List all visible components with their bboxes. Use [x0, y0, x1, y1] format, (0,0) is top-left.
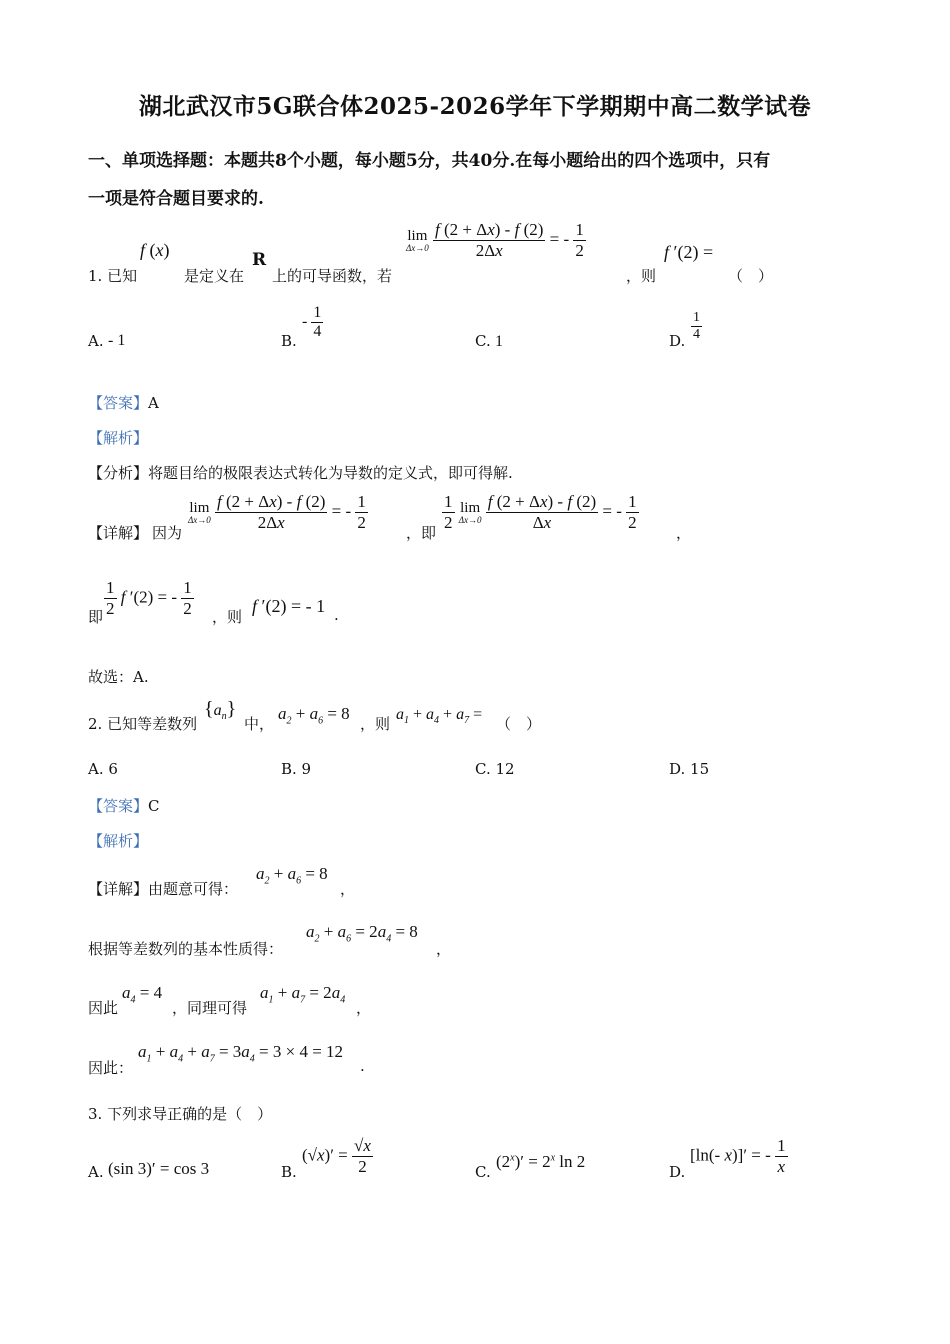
q3-option-c-expr: $(2^x)' = 2^x$ ln 2	[496, 1152, 586, 1171]
q1-fx: f (x)	[140, 240, 170, 260]
q1-detail-comma: ，	[676, 524, 692, 542]
q1-limit-expr: lim Δx→0 $\frac{f (2 + \Delta x) - f (2)}{2\Delta x}$ = - $\frac{1}{2}$	[406, 220, 584, 260]
q1-detail-ji: 即	[88, 608, 104, 626]
q2-detail-tag: 【详解】	[88, 880, 149, 898]
q3-stem: 3. 下列求导正确的是（ ）	[88, 1105, 273, 1123]
q1-detail-eq-half: $\frac{1}{2}$ f ′(2) = - $\frac{1}{2}$	[106, 578, 192, 618]
q1-answer-line	[88, 392, 159, 413]
section-heading-line1: 一、单项选择题：本题共8个小题，每小题5分，共40分.在每小题给出的四个选项中，只有	[88, 151, 771, 171]
q1-fenxi-text: 将题目给的极限表达式转化为导数的定义式，即可得解.	[148, 464, 513, 482]
q1-conclusion: 故选：A.	[88, 668, 149, 686]
q3-option-c-label[interactable]: C.	[475, 1163, 491, 1181]
q2-target: $a_1 + a_4 + a_7$ =	[396, 706, 483, 727]
q3-option-a-expr: (sin 3)′ = cos 3	[108, 1159, 210, 1178]
q2-stem-mid: 中，	[244, 715, 275, 733]
q2-detail-eq3: $a_1 + a_7 = 2a_4$	[260, 983, 346, 1006]
q1-fenxi-line	[88, 462, 513, 483]
q1-real-set: R	[252, 250, 267, 270]
q1-stem-prefix: 1. 已知	[88, 267, 138, 285]
q1-fprime2: f ′(2) =	[664, 242, 714, 262]
q2-detail-line1	[88, 878, 238, 899]
page-title: 湖北武汉市5G联合体2025-2026学年下学期期中高二数学试卷	[138, 93, 812, 120]
q2-detail-line4-a: 因此：	[88, 1059, 134, 1077]
q2-detail-eq1: $a_2 + a_6 = 8$	[256, 864, 328, 887]
q3-option-d-expr: [ln(- x)]′ = - $\frac{1}{x}$	[690, 1136, 786, 1176]
q1-detail-because: 因为	[152, 524, 183, 542]
q2-stem-prefix: 2. 已知等差数列	[88, 715, 198, 733]
q2-detail-line2: 根据等差数列的基本性质得：	[88, 940, 284, 958]
q2-answer-line	[88, 795, 160, 816]
section-heading-line2: 一项是符合题目要求的.	[88, 189, 264, 209]
q1-stem-mid2: 上的可导函数，若	[272, 267, 393, 285]
q2-option-b[interactable]: B. 9	[281, 760, 312, 778]
q2-detail-line3-a: 因此	[88, 999, 119, 1017]
q2-detail-line3-c: ，	[356, 999, 372, 1017]
q2-given: $a_2 + a_6 = 8$	[278, 704, 350, 727]
q1-detail-result: f ′(2) = - 1	[252, 596, 326, 616]
q1-option-a-value: - 1	[108, 332, 126, 349]
q1-stem-then: ，则	[626, 267, 657, 285]
q1-detail-limit-2: $\frac{1}{2}$ lim Δx→0 $\frac{f (2 + \Delta x) - f (2)}{\Delta x}$ = - $\frac{1}{2}$	[444, 492, 637, 532]
q1-detail-then: ，则	[212, 608, 243, 626]
q1-detail-ie: ，即	[406, 524, 437, 542]
q2-detail-comma: ，	[340, 880, 356, 898]
q3-option-b-label[interactable]: B.	[281, 1163, 297, 1181]
q1-option-b-value: - $\frac{1}{4}$	[302, 304, 322, 340]
q1-detail-period: .	[334, 606, 339, 624]
q2-detail-eq2: $a_2 + a_6 = 2a_4 = 8$	[306, 922, 418, 945]
q1-option-c-label[interactable]: C.	[475, 332, 491, 350]
q2-detail-line3-b: ，同理可得	[172, 999, 248, 1017]
q1-option-a-label[interactable]: A.	[88, 332, 104, 350]
q1-fenxi-tag: 【分析】	[88, 464, 149, 482]
q1-answer: A	[148, 394, 159, 412]
q2-answer-tag: 【答案】	[88, 797, 149, 815]
q2-paren: （ ）	[496, 715, 542, 733]
q1-detail-limit-1: lim Δx→0 $\frac{f (2 + \Delta x) - f (2)}{2\Delta x}$ = - $\frac{1}{2}$	[188, 492, 366, 532]
q2-stem-then: ，则	[360, 715, 391, 733]
q2-option-a[interactable]: A. 6	[88, 760, 118, 778]
q1-option-c-value: 1	[495, 333, 503, 350]
q2-option-c[interactable]: C. 12	[475, 760, 515, 778]
q2-detail-eq4: $a_1 + a_4 + a_7 = 3a_4 = 3 \times 4 = 12$	[138, 1042, 344, 1065]
q2-detail-text: 由题意可得：	[148, 880, 239, 898]
q2-sequence: $\{a_n\}$	[204, 698, 237, 723]
q1-option-d-label[interactable]: D.	[669, 332, 686, 350]
q1-option-b-label[interactable]: B.	[281, 332, 297, 350]
q1-paren: （ ）	[728, 267, 774, 285]
q1-detail-tag: 【详解】	[88, 524, 149, 542]
q3-option-d-label[interactable]: D.	[669, 1163, 686, 1181]
q2-detail-comma2: ，	[436, 940, 452, 958]
q1-option-d-value: $\frac{1}{4}$	[693, 310, 700, 342]
q3-option-a-label[interactable]: A.	[88, 1163, 104, 1181]
q2-option-d[interactable]: D. 15	[669, 760, 710, 778]
q2-analysis-tag: 【解析】	[88, 832, 149, 850]
q1-answer-tag: 【答案】	[88, 394, 149, 412]
q2-answer: C	[148, 797, 160, 815]
q1-stem-mid: 是定义在	[184, 267, 245, 285]
q2-detail-a4: $a_4 = 4$	[122, 983, 163, 1006]
q2-detail-period: .	[360, 1057, 365, 1075]
q1-analysis-tag: 【解析】	[88, 429, 149, 447]
q3-option-b-expr: (√x)′ = $\frac{√x}{2}$	[302, 1136, 371, 1176]
